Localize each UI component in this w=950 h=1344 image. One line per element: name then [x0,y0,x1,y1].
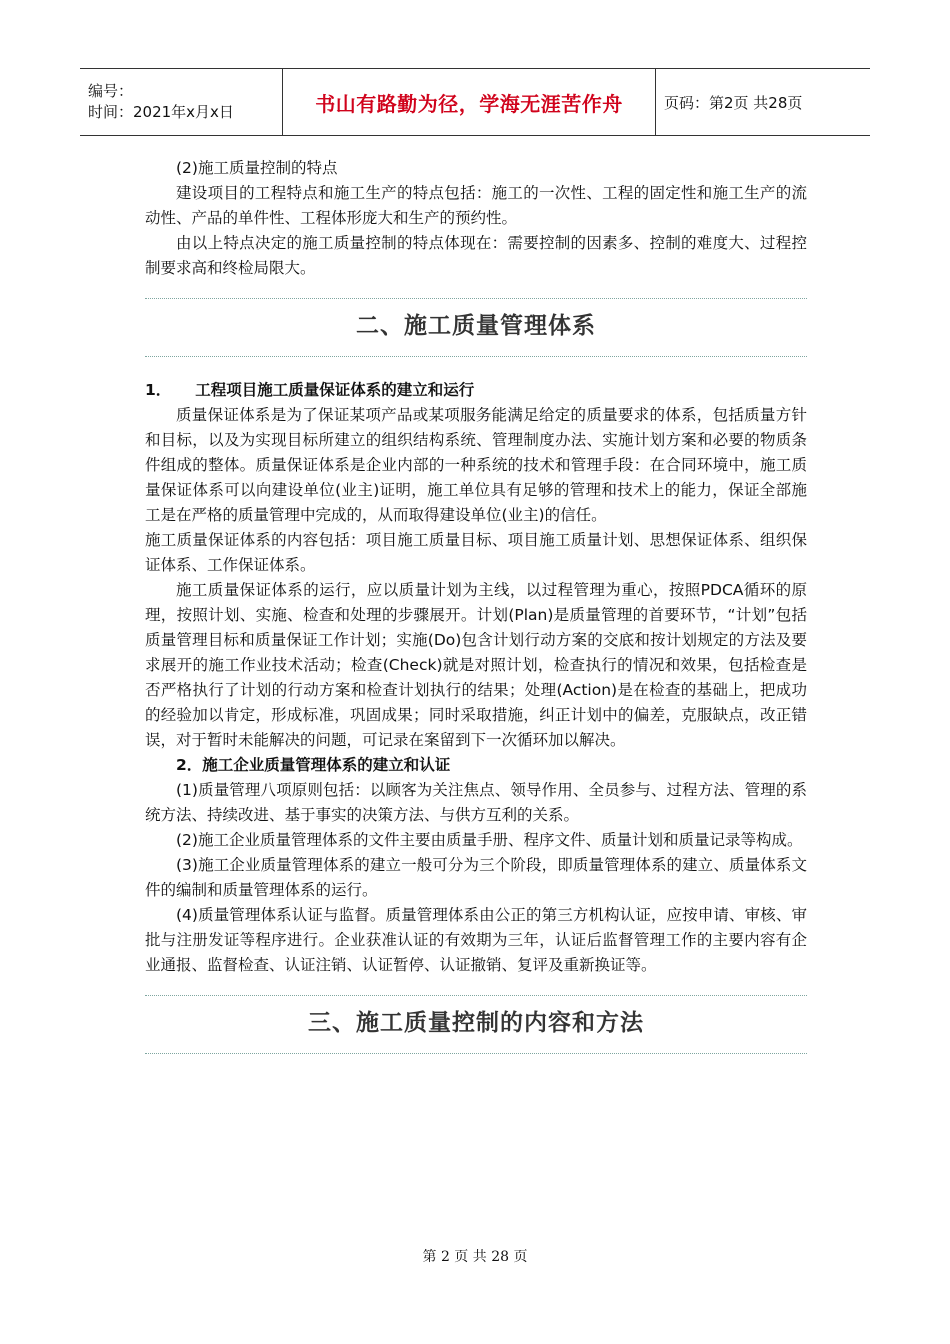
paragraph: 施工质量保证体系的运行，应以质量计划为主线，以过程管理为重心，按照PDCA循环的原理，按照计划、实施、检查和处理的步骤展开。计划(Plan)是质量管理的首要环节，“计划”包括质量管理目标和质量保证工作计划；实施(Do)包含计划行动方案的交底和按计划规定的方法及要求展开的施工作业技术活动；检查(Check)就是对照计划，检查执行的情况和效果，包括检查是否严格执行了计划的行动方案和检查计划执行的结果；处理(Action)是在检查的基础上，把成功的经验加以肯定，形成标准，巩固成果；同时采取措施，纠正计划中的偏差，克服缺点，改正错误，对于暂时未能解决的问题，可记录在案留到下一次循环加以解决。 [145,581,807,749]
section-title: 三、施工质量控制的内容和方法 [308,1010,644,1036]
subsection-heading [145,378,807,403]
section-title: 二、施工质量管理体系 [356,313,596,339]
document-time-label: 时间：2021年x月x日 [88,103,234,121]
header-page-label: 页码：第2页 共28页 [664,93,803,112]
header-motto-cell [282,69,656,135]
paragraph: 施工质量保证体系的内容包括：项目施工质量目标、项目施工质量计划、思想保证体系、组织保证体系、工作保证体系。 [145,531,807,574]
document-body [145,156,807,1054]
document-number-label: 编号： [88,82,134,100]
section-divider [145,1053,807,1054]
paragraph-heading: (2)施工质量控制的特点 [176,159,338,177]
header-page-cell [656,69,870,135]
header-meta [80,69,282,135]
list-item: (2)施工企业质量管理体系的文件主要由质量手册、程序文件、质量计划和质量记录等构成。 [176,831,803,849]
paragraph: 质量保证体系是为了保证某项产品或某项服务能满足给定的质量要求的体系，包括质量方针和目标，以及为实现目标所建立的组织结构系统、管理制度办法、实施计划方案和必要的物质条件组成的整体。质量保证体系是企业内部的一种系统的技术和管理手段：在合同环境中，施工质量保证体系可以向建设单位(业主)证明，施工单位具有足够的管理和技术上的能力，保证全部施工是在严格的质量管理中完成的，从而取得建设单位(业主)的信任。 [145,406,807,524]
subsection-number: 1． [145,381,172,399]
page-footer [0,1246,950,1266]
header-motto: 书山有路勤为径，学海无涯苦作舟 [315,91,623,116]
footer-page-number: 第 2 页 共 28 页 [422,1249,528,1265]
list-item: (4)质量管理体系认证与监督。质量管理体系由公正的第三方机构认证，应按申请、审核、审批与注册发证等程序进行。企业获准认证的有效期为三年，认证后监督管理工作的主要内容有企业通报、监督检查、认证注销、认证暂停、认证撤销、复评及重新换证等。 [145,906,807,974]
subsection-heading-text: 工程项目施工质量保证体系的建立和运行 [195,381,475,399]
subsection-heading: 2．施工企业质量管理体系的建立和认证 [176,756,451,774]
list-item: (1)质量管理八项原则包括：以顾客为关注焦点、领导作用、全员参与、过程方法、管理的系统方法、持续改进、基于事实的决策方法、与供方互利的关系。 [145,781,807,824]
list-item: (3)施工企业质量管理体系的建立一般可分为三个阶段，即质量管理体系的建立、质量体系文件的编制和质量管理体系的运行。 [145,856,807,899]
paragraph: 建设项目的工程特点和施工生产的特点包括：施工的一次性、工程的固定性和施工生产的流动性、产品的单件性、工程体形庞大和生产的预约性。 [145,184,807,227]
page-header [80,68,870,136]
paragraph: 由以上特点决定的施工质量控制的特点体现在：需要控制的因素多、控制的难度大、过程控制要求高和终检局限大。 [145,234,807,277]
